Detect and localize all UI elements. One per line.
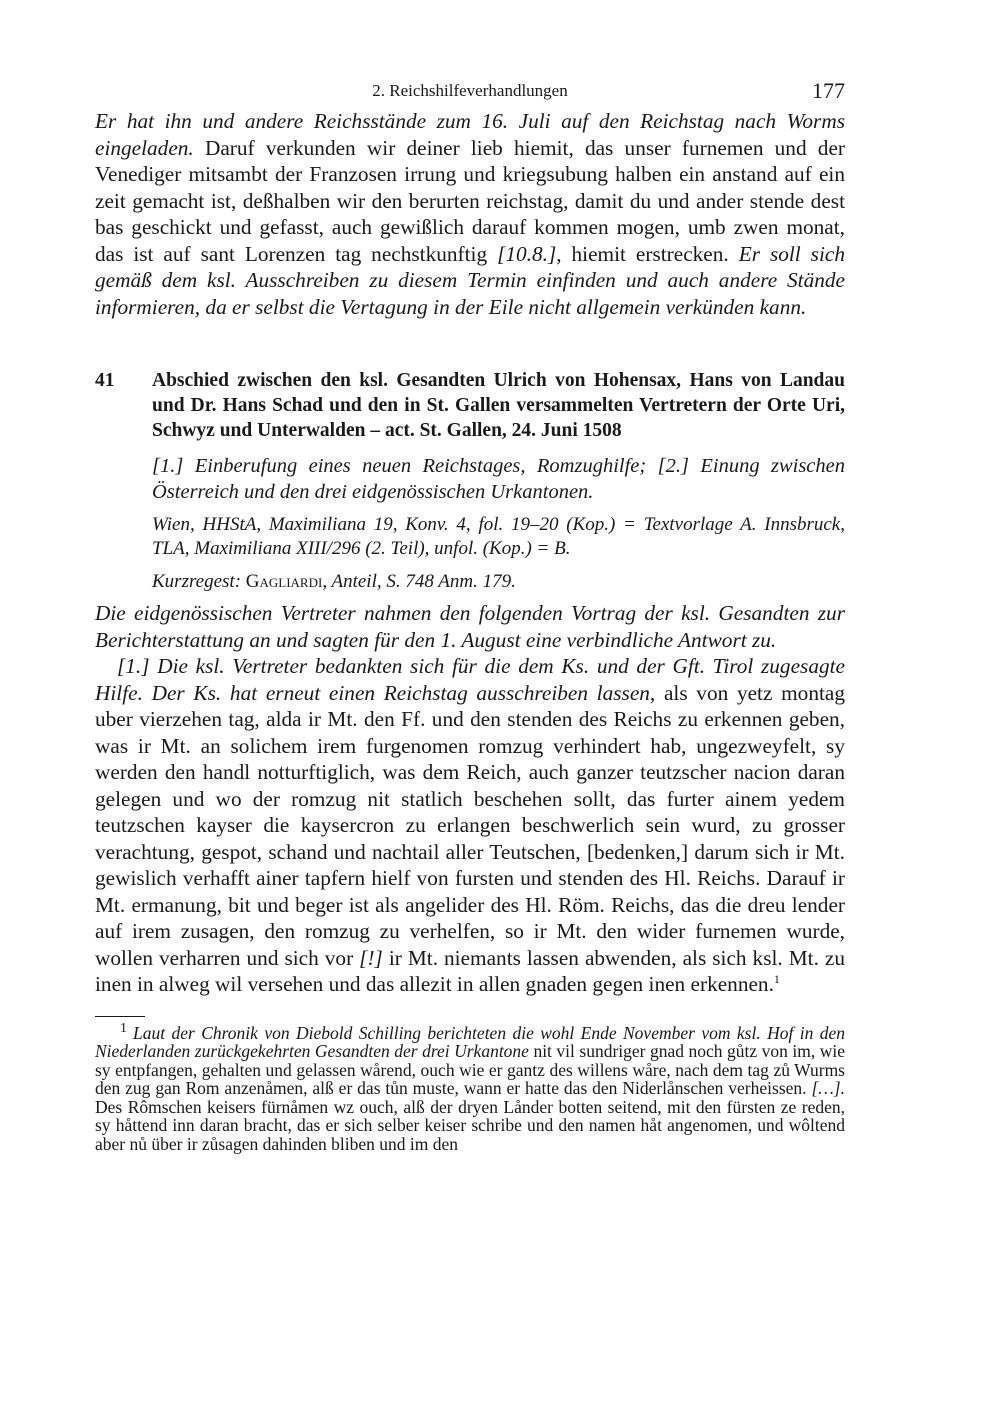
footnote-number: 1 [120, 1020, 127, 1036]
footnote-divider [95, 1016, 145, 1017]
footnote-quote: nit vil sundriger gnad noch gůtz von im, wie sy entpfangen, gehalten und gelassen wårend, ouch wie er gantz des willens wåre, nach dem tag zů Wurms den zug gan Rom anzenåmen, alß er das tůn muste, wann er hatte das den Niderlånschen verheissen. [95, 1041, 845, 1098]
main-quote: als von yetz montag uber vierzehen tag, alda ir Mt. den Ff. und den stenden des Reichs zu erkennen geben, was ir Mt. an solichem irem furgenomen romzug verhindert hab, ungezweyfelt, sy werden den handl notturftiglich, was dem Reich, auch ganzer teutzscher nacion daran gelegen und wo der romzug nit statlich beschehen sollt, das furter ainem yedem teutzschen kayser die kaysercron zu erlangen beschwerlich sein wurd, zu grosser verachtung, gespot, schand und nachtail aller Teutschen, [bedenken,] darum sich ir Mt. gewislich verhafft ainer tapfern hielf von fursten und stenden des Hl. Reichs. Darauf ir Mt. ermanung, bit und beger ist als angelider des Hl. Röm. Reichs, das die dreu lender auf irem zusagen, den romzug zu verhelfen, so ir Mt. den wider furnemen wurde, wollen verharren und sich vor [95, 680, 845, 970]
editorial-mark: [!] [359, 945, 383, 970]
main-summary: [1.] Die ksl. Vertreter bedankten sich für die dem Ks. und der Gft. Tirol zugesagte Hilfe. Der Ks. hat erneut einen Reichstag ausschreiben lassen, [95, 654, 845, 705]
running-title: 2. Reichshilfeverhandlungen [372, 81, 568, 100]
intro-paragraph: Die eidgenössischen Vertreter nahmen den folgenden Vortrag der ksl. Gesandten zur Berichterstattung an und sagten für den 1. August eine verbindliche Antwort zu. [95, 601, 845, 652]
regest-reference: , Anteil, S. 748 Anm. 179. [322, 571, 516, 592]
page-number: 177 [812, 78, 845, 103]
entry-body [152, 368, 845, 594]
regest-label: Kurzregest: [152, 571, 246, 592]
top-paragraph [95, 108, 845, 320]
footnote-ellipsis: […]. [811, 1078, 845, 1098]
document-entry [95, 368, 845, 594]
source-quote-end: , hiemit erstrecken. [556, 241, 739, 266]
entry-title: Abschied zwischen den ksl. Gesandten Ulrich von Hohensax, Hans von Landau und Dr. Hans Schad und den in St. Gallen versammelten Vertretern der Orte Uri, Schwyz und Unterwalden – act. St. Gallen, 24. Juni 1508 [152, 370, 845, 441]
regest-author: Gagliardi [245, 571, 323, 592]
footnote-reference[interactable]: 1 [773, 971, 780, 986]
footnote [95, 1020, 845, 1154]
summary-text: Er hat ihn und andere Reichsstände zum 16. Juli auf den Reichstag nach Worms eingeladen. [95, 109, 845, 160]
editorial-date: [10.8.] [497, 241, 557, 266]
main-quote-end: ir Mt. niemants lassen abwenden, als sich ksl. Mt. zu inen in alweg wil versehen und das allezit in allen gnaden gegen inen erkennen. [95, 945, 845, 996]
page-header [95, 76, 845, 108]
entry-regest [152, 570, 845, 594]
footnote-quote-end: Des Rômschen keisers fürnåmen wz ouch, alß der dryen Lånder botten seitend, mit den fürsten ze reden, sy håttend inn daran bracht, das er sich selber keiser schribe und den namen håt angenomen, und wôltend aber nů über ir zůsagen dahinden bliben und im den [95, 1096, 845, 1154]
footnote-summary: Laut der Chronik von Diebold Schilling berichteten die wohl Ende November vom ksl. Hof in den Niederlanden zurückgekehrten Gesandten der drei Urkantone [95, 1022, 845, 1061]
summary-text-end: Er soll sich gemäß dem ksl. Ausschreiben zu diesem Termin einfinden und auch andere Stände informieren, da er selbst die Vertagung in der Eile nicht allgemein verkünden kann. [95, 241, 845, 319]
main-paragraph [95, 653, 845, 998]
source-quote: Daruf verkunden wir deiner lieb hiemit, das unser furnemen und der Venediger mitsambt der Franzosen irrung und kriegsubung halben ein anstand auf ein zeit gemacht ist, deßhalben wir den berurten reichstag, damit du und ander stende dest bas geschickt und gefasst, auch gewißlich darauf kommen mogen, umb zwen monat, das ist auf sant Lorenzen tag nechstkunftig [95, 135, 845, 266]
entry-source: Wien, HHStA, Maximiliana 19, Konv. 4, fol. 19–20 (Kop.) = Textvorlage A. Innsbruck, TLA, Maximiliana XIII/296 (2. Teil), unfol. (Kop.) = B. [152, 514, 845, 559]
page [95, 76, 845, 1153]
entry-summary: [1.] Einberufung eines neuen Reichstages, Romzughilfe; [2.] Einung zwischen Österreich und den drei eidgenössischen Urkantonen. [152, 455, 845, 503]
entry-number: 41 [95, 370, 115, 391]
